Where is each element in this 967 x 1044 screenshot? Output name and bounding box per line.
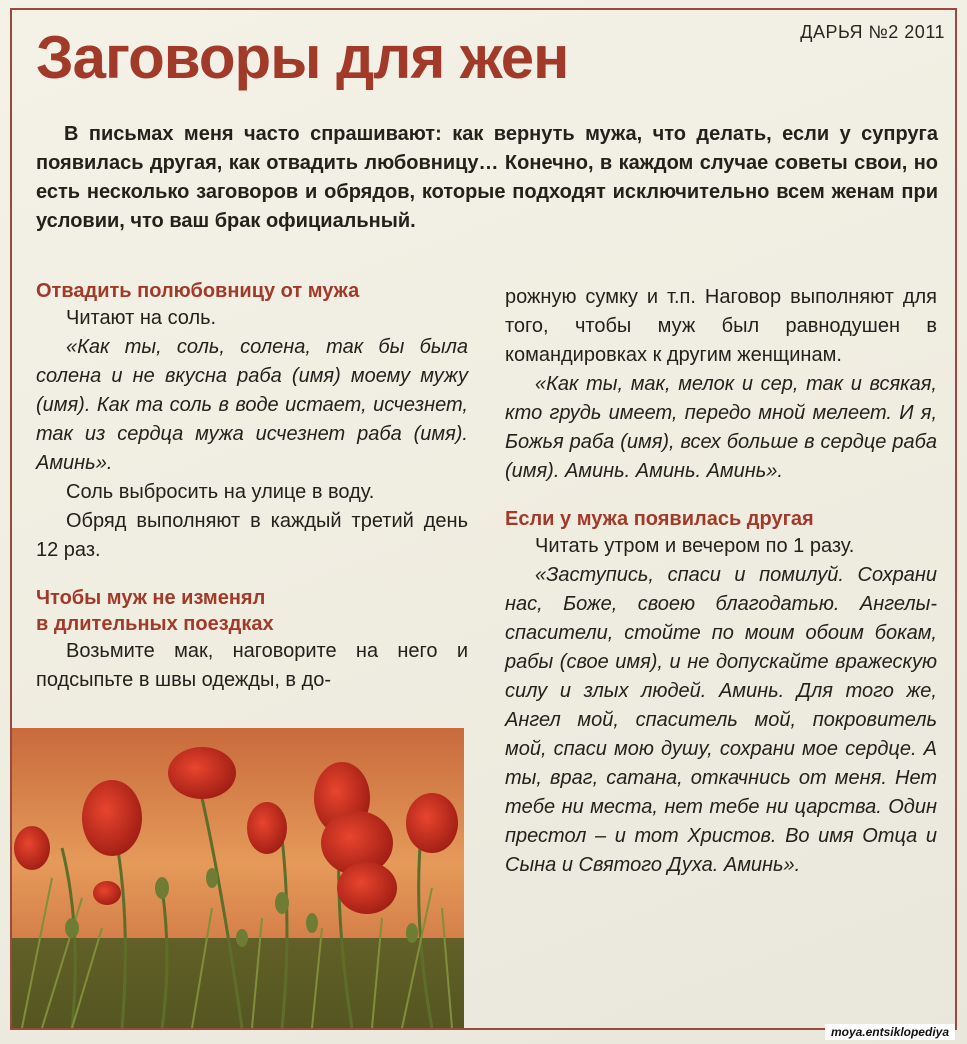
article-title: Заговоры для жен [36,24,569,91]
section1-text-1: Читают на соль. [66,307,217,329]
section1-text-3: Обряд выполняют в каждый третий день 12 раз. [36,510,468,561]
section1-text-2: Соль выбросить на улице в воду. [66,481,375,503]
poppy-photo [12,728,464,1028]
watermark-credit: moya.entsiklopediya [825,1024,955,1040]
issue-label: ДАРЬЯ №2 2011 [800,22,945,42]
poppy-field-image [12,728,464,1028]
right-column [505,283,937,880]
section2-text-continued: рожную сумку и т.п. Наговор выполняют для того, чтобы муж был равнодушен в командировках к другим женщинам. [505,286,937,366]
section1-quote: «Как ты, соль, солена, так бы была солена и не вкусна раба (имя) моему мужу (имя). Как та соль в воде истает, исчезнет, так из сердца мужа исчезнет раба (имя). Аминь». [36,336,468,474]
section2-heading-line2: в длительных поездках [36,613,274,635]
section1-heading: Отвадить полюбовницу от мужа [36,280,360,302]
section3-text-1: Читать утром и вечером по 1 разу. [535,535,855,557]
section2-text-1: Возьмите мак, наговорите на него и подсыпьте в швы одежды, в до- [36,640,468,691]
section2-heading-line1: Чтобы муж не изменял [36,587,266,609]
left-column [36,278,468,695]
section3-quote: «Заступись, спаси и помилуй. Сохрани нас, Боже, своею благодатью. Ангелы-спасители, стойте по моим обоим бокам, рабы (свое имя), и не допускайте вражескую силу и злых людей. Аминь. Для того же, Ангел мой, спаситель мой, покровитель мой, спаси мою душу, сохрани мое сердце. А ты, враг, сатана, откачнись от меня. Нет тебе ни места, нет тебе ни царства. Один престол – и тот Христов. Во имя Отца и Сына и Святого Духа. Аминь». [505,564,937,876]
section3-heading: Если у мужа появилась другая [505,508,814,530]
section2-quote: «Как ты, мак, мелок и сер, так и всякая, кто грудь имеет, передо мной мелеет. И я, Божья раба (имя), всех больше в сердце раба (имя). Аминь. Аминь. Аминь». [505,373,937,482]
lead-paragraph: В письмах меня часто спрашивают: как вернуть мужа, что делать, если у супруга появилась другая, как отвадить любовницу… Конечно, в каждом случае советы свои, но есть несколько заговоров и обрядов, которые подходят исключительно всем женам при условии, что ваш брак официальный. [36,123,938,232]
